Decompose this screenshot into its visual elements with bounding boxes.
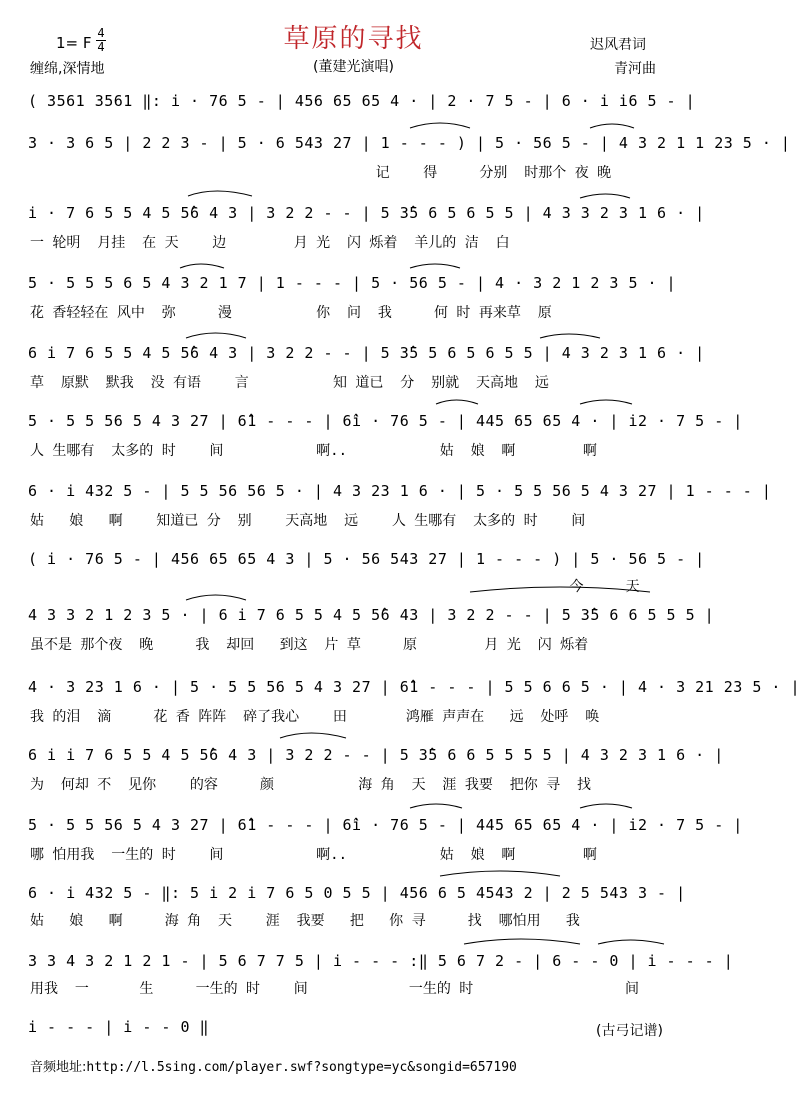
key-signature: 1= F [56,34,92,52]
score-row-7: 6 · i 432 5 - | 5 5 56 56 5 · | 4 3 23 1 6 · | 5 · 5 5 56 5 4 3 27 | 1 - - - | [28,482,772,500]
score-row-1: ( 3561 3561 ‖: i · 76 5 - | 456 65 65 4 · | 2 · 7 5 - | 6 · i i6 5 - | [28,92,696,110]
score-row-10: 4 · 3 23 1 6 · | 5 · 5 5 56 5 4 3 27 | 6̂1 - - - | 5 5 6 6 5 · | 4 · 3 21 23 5 · | [28,678,800,696]
lyric-row-5: 草 原默 默我 没 有语 言 知 道已 分 别就 天高地 远 [30,375,549,391]
lyric-row-2: 记 得 分别 时那个 夜 晚 [30,165,612,181]
score-row-8: ( i · 76 5 - | 456 65 65 4 3 | 5 · 56 543 27 | 1 - - - ) | 5 · 56 5 - | [28,550,705,568]
lyric-row-8: 今 天 [30,579,640,595]
score-row-2: 3 · 3 6 5 | 2 2 3 - | 5 · 6 543 27 | 1 - - - ) | 5 · 56 5 - | 4 3 2 1 1 23 5 · | [28,134,791,152]
time-signature-top: 4 [97,26,105,40]
score-row-4: 5 · 5 5 5 6 5 4 3 2 1 7 | 1 - - - | 5 · 56 5 - | 4 · 3 2 1 2 3 5 · | [28,274,677,292]
audio-link[interactable]: http://l.5sing.com/player.swf?songtype=yc&songid=657190 [86,1060,517,1075]
title: 草原的寻找 [283,24,424,54]
lyric-row-3: 一 轮明 月挂 在 天 边 月 光 闪 烁着 羊儿的 洁 白 [30,235,510,251]
style-note: 缠绵,深情地 [30,61,105,77]
lyric-row-12: 哪 怕用我 一生的 时 间 啊.. 姑 娘 啊 啊 [30,847,597,863]
score-row-6: 5 · 5 5 56 5 4 3 27 | 6̂1 - - - | 6̂i · 76 5 - | 445 65 65 4 · | i̇2 · 7 5 - | [28,412,743,430]
score-row-12: 5 · 5 5 56 5 4 3 27 | 6̂1 - - - | 6̂i · 76 5 - | 445 65 65 4 · | i̇2 · 7 5 - | [28,816,743,834]
score-row-13: 6 · i 432 5 - ‖: 5 i 2 i 7 6 5 0 5 5 | 456 6 5 4543 2 | 2 5 543 3 - | [28,884,686,902]
lyric-row-10: 我 的泪 滴 花 香 阵阵 碎了我心 田 鸿雁 声声在 远 处呼 唤 [30,709,600,725]
score-row-9: 4 3 3 2 1 2 3 5 · | 6 i 7 6 5 5 4 5 5̂6 43 | 3 2 2 - - | 5 3̂5 6 6 5 5 5 | [28,606,715,624]
lyric-row-7: 姑 娘 啊 知道已 分 别 天高地 远 人 生哪有 太多的 时 间 [30,513,586,529]
score-row-14: 3 3 4 3 2 1 2 1 - | 5 6 7 7 5 | i - - - :‖ 5 6 7 2 - | 6 - - 0 | i - - - | [28,952,734,970]
time-signature [96,28,106,53]
score-row-3: i · 7 6 5 5 4 5 5̂6 4 3 | 3 2 2 - - | 5 3̂5 6 5 6 5 5 | 4 3 3 2 3 1 6 · | [28,204,705,222]
audio-label: 音频地址: [30,1060,87,1075]
time-signature-bottom: 4 [97,40,105,54]
score-row-5: 6 i 7 6 5 5 4 5 5̂6 4 3 | 3 2 2 - - | 5 3̂5 5 6 5 6 5 5 | 4 3 2 3 1 6 · | [28,344,705,362]
lyric-row-6: 人 生哪有 太多的 时 间 啊.. 姑 娘 啊 啊 [30,443,597,459]
lyric-row-14: 用我 一 生 一生的 时 间 一生的 时 间 [30,981,640,997]
score-row-15: i - - - | i - - 0 ‖ [28,1018,210,1036]
lyricist: 迟风君词 [590,37,646,53]
lyric-row-13: 姑 娘 啊 海 角 天 涯 我要 把 你 寻 找 哪怕用 我 [30,913,580,929]
lyric-row-4: 花 香轻轻在 风中 弥 漫 你 问 我 何 时 再来草 原 [30,305,552,321]
transcriber-credit: (古弓记谱) [596,1023,663,1039]
composer: 青河曲 [614,61,656,77]
audio-address [30,1056,517,1075]
score-row-11: 6 i i 7 6 5 5 4 5 5̂6 4 3 | 3 2 2 - - | 5 3̂5 6 6 5 5 5 5 | 4 3 2 3 1 6 · | [28,746,724,764]
subtitle: (董建光演唱) [313,59,394,75]
lyric-row-9: 虽不是 那个夜 晚 我 却回 到这 片 草 原 月 光 闪 烁着 [30,637,589,653]
lyric-row-11: 为 何却 不 见你 的容 颜 海 角 天 涯 我要 把你 寻 找 [30,777,592,793]
